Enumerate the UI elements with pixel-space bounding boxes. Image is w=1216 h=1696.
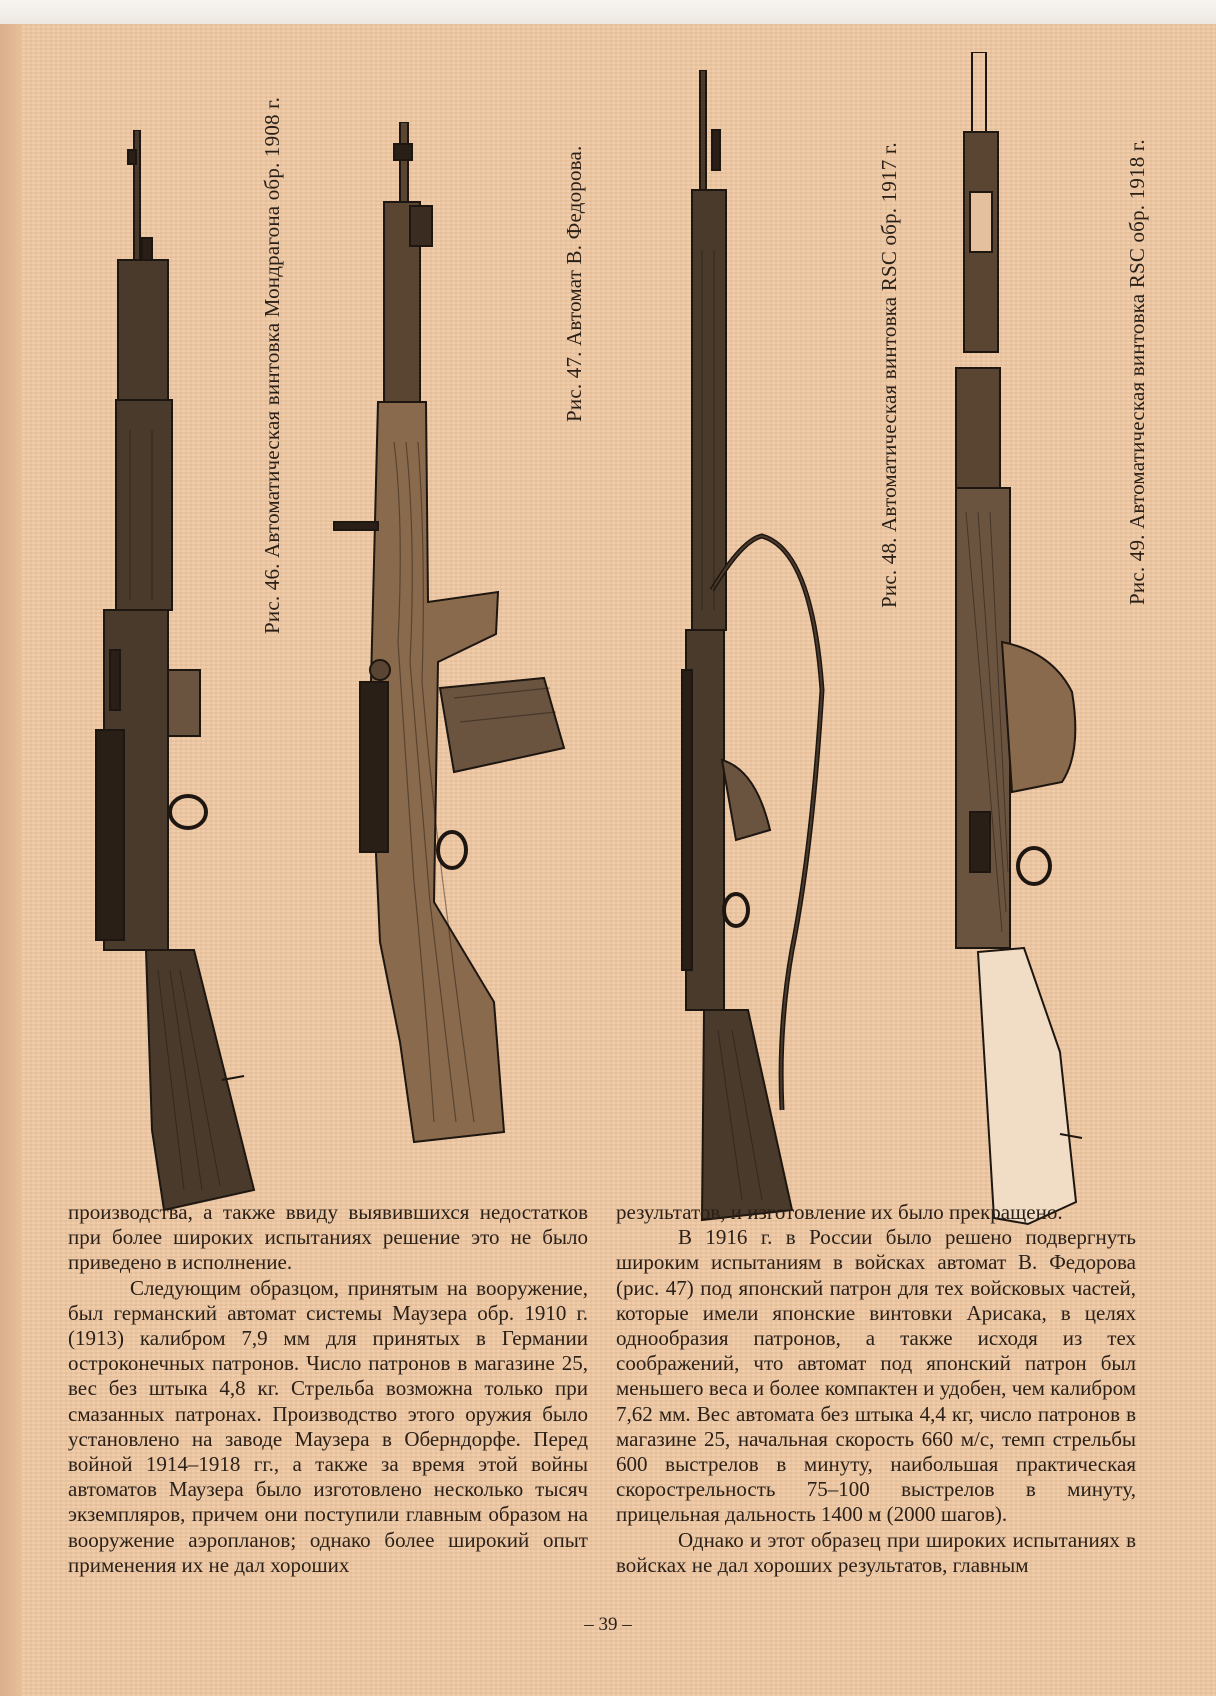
rifle-rsc-1917-drawing (662, 70, 882, 1240)
figure-48-caption: Рис. 48. Автоматическая винтовка RSC обр. 1917 г. (877, 142, 901, 608)
figure-46-caption: Рис. 46. Автоматическая винтовка Мондрагона обр. 1908 г. (260, 96, 284, 634)
paragraph: В 1916 г. в России было решено подвергнуть широким испытаниям в войсках автомат В. Федорова (рис. 47) под японский патрон для тех войсковых частей, которые имели японские винтовки Арисака, в целях однообразия патронов, а также исходя из тех соображений, что автомат под японский патрон был меньшего веса и более компактен и удобен, чем калибром 7,62 мм. Вес автомата без штыка 4,4 кг, число патронов в магазине 25, начальная скорость 660 м/с, темп стрельбы 600 выстрелов в минуту, наибольшая практическая скорострельность 75–100 выстрелов в минуту, прицельная дальность 1400 м (2000 шагов). (616, 1225, 1136, 1527)
rifle-rsc-1918-drawing (942, 52, 1142, 1232)
figure-49-caption: Рис. 49. Автоматическая винтовка RSC обр. 1918 г. (1125, 139, 1149, 605)
page-gutter-shadow (0, 24, 22, 1696)
paragraph: Следующим образцом, принятым на вооружение, был германский автомат системы Маузера обр. 1910 г. (1913) калибром 7,9 мм для принятых в Германии остроконечных патронов. Число патронов в магазине 25, вес без штыка 4,8 кг. Стрельба возможна только при смазанных патронах. Производство этого оружия было установлено на заводе Маузера в Оберндорфе. Перед войной 1914–1918 гг., а также за время этой войны автоматов Маузера было изготовлено несколько тысяч экземпляров, причем они поступили главным образом на вооружение аэропланов; однако более широкий опыт применения их не дал хороших (68, 1275, 588, 1577)
scan-top-margin (0, 0, 1216, 26)
figure-47-caption: Рис. 47. Автомат В. Федорова. (562, 145, 586, 422)
text-column-left (68, 1200, 588, 1578)
paragraph: Однако и этот образец при широких испытаниях в войсках не дал хороших результатов, главным (616, 1527, 1136, 1577)
figures-illustration (22, 40, 1216, 1200)
paragraph: результатов, и изготовление их было прекращено. (616, 1200, 1063, 1224)
text-column-right (616, 1200, 1136, 1578)
page-number: – 39 – (584, 1614, 632, 1635)
paragraph: производства, а также ввиду выявившихся недостатков при более широких испытаниях решение это не было приведено в исполнение. (68, 1200, 588, 1275)
rifle-fedorov-avtomat-drawing (314, 122, 574, 1232)
